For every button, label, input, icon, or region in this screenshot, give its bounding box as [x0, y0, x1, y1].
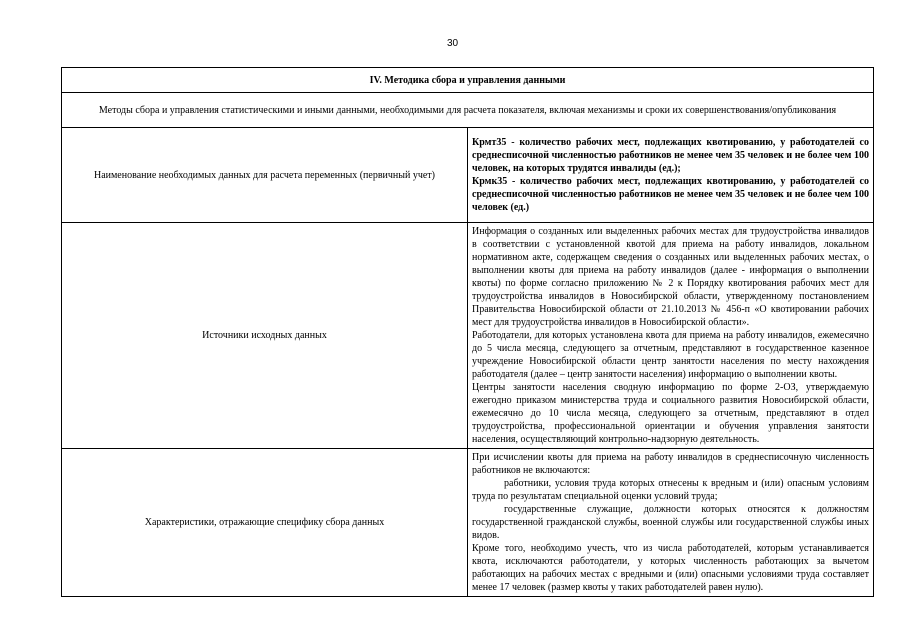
specifics-label: Характеристики, отражающие специфику сбора данных: [62, 449, 468, 597]
specifics-paragraph: Кроме того, необходимо учесть, что из числа работодателей, которым устанавливается квота, исключаются работодатели, у которых численность работающих за вычетом работающих на рабочих местах с вредными и (или) опасными условиями труда составляет менее 17 человек (размер квоты у таких работодателей равен нулю).: [472, 543, 869, 593]
variables-content: [468, 128, 874, 223]
section-description-row: [62, 93, 874, 128]
specifics-row: [62, 449, 874, 597]
specifics-paragraph: государственные служащие, должности которых относятся к должностям государственной гражданской службы, военной службы или государственной службы иных видов.: [472, 504, 869, 541]
variables-label: Наименование необходимых данных для расчета переменных (первичный учет): [62, 128, 468, 223]
section-title: IV. Методика сбора и управления данными: [62, 68, 874, 93]
sources-label: Источники исходных данных: [62, 223, 468, 449]
sources-content: [468, 223, 874, 449]
section-description: Методы сбора и управления статистическими и иными данными, необходимыми для расчета показателя, включая механизмы и сроки их совершенствования/опубликования: [62, 93, 874, 128]
specifics-paragraph: При исчислении квоты для приема на работу инвалидов в среднесписочную численность работников не включаются:: [472, 452, 869, 476]
sources-paragraph: Информация о созданных или выделенных рабочих местах для трудоустройства инвалидов в соответствии с установленной квотой для приема на работу инвалидов, локальном нормативном акте, содержащем сведения о созданных или выделенных рабочих местах, о выполнении квоты для приема на работу инвалидов (далее - информация о выполнении квоты) по форме согласно приложению № 2 к Порядку квотирования рабочих мест для трудоустройства инвалидов в Новосибирской области, утвержденному постановлением Правительства Новосибирской области от 21.10.2013 № 456-п «О квотировании рабочих мест для трудоустройства инвалидов в Новосибирской области».: [472, 226, 869, 328]
variables-row: [62, 128, 874, 223]
page-number: 30: [446, 38, 459, 49]
sources-row: [62, 223, 874, 449]
specifics-paragraph: работники, условия труда которых отнесены к вредным и (или) опасным условиям труда по результатам специальной оценки условий труда;: [472, 478, 869, 502]
specifics-content: [468, 449, 874, 597]
variable-krmk35: Крмк35 - количество рабочих мест, подлежащих квотированию, у работодателей со среднесписочной численностью работников не менее чем 35 человек и не более чем 100 человек (ед.): [472, 176, 869, 213]
section-title-row: [62, 68, 874, 93]
variable-krmt35: Крмт35 - количество рабочих мест, подлежащих квотированию, у работодателей со среднесписочной численностью работников не менее чем 35 человек и не более чем 100 человек, на которых трудятся инвалиды (ед.);: [472, 137, 869, 174]
data-methodology-table: [61, 67, 874, 597]
sources-paragraph: Работодатели, для которых установлена квота для приема на работу инвалидов, ежемесячно до 5 числа месяца, следующего за отчетным, представляют в государственное казенное учреждение Новосибирской области центр занятости населения по месту нахождения работодателя (далее – центр занятости населения) информацию о выполнении квоты.: [472, 330, 869, 380]
sources-paragraph: Центры занятости населения сводную информацию по форме 2-ОЗ, утверждаемую ежегодно приказом министерства труда и социального развития Новосибирской области, ежемесячно до 10 числа месяца, следующего за отчетным, представляют в отдел трудоустройства, профессиональной ориентации и обучения управления занятости населения, осуществляющий контрольно-надзорную деятельность.: [472, 382, 869, 445]
